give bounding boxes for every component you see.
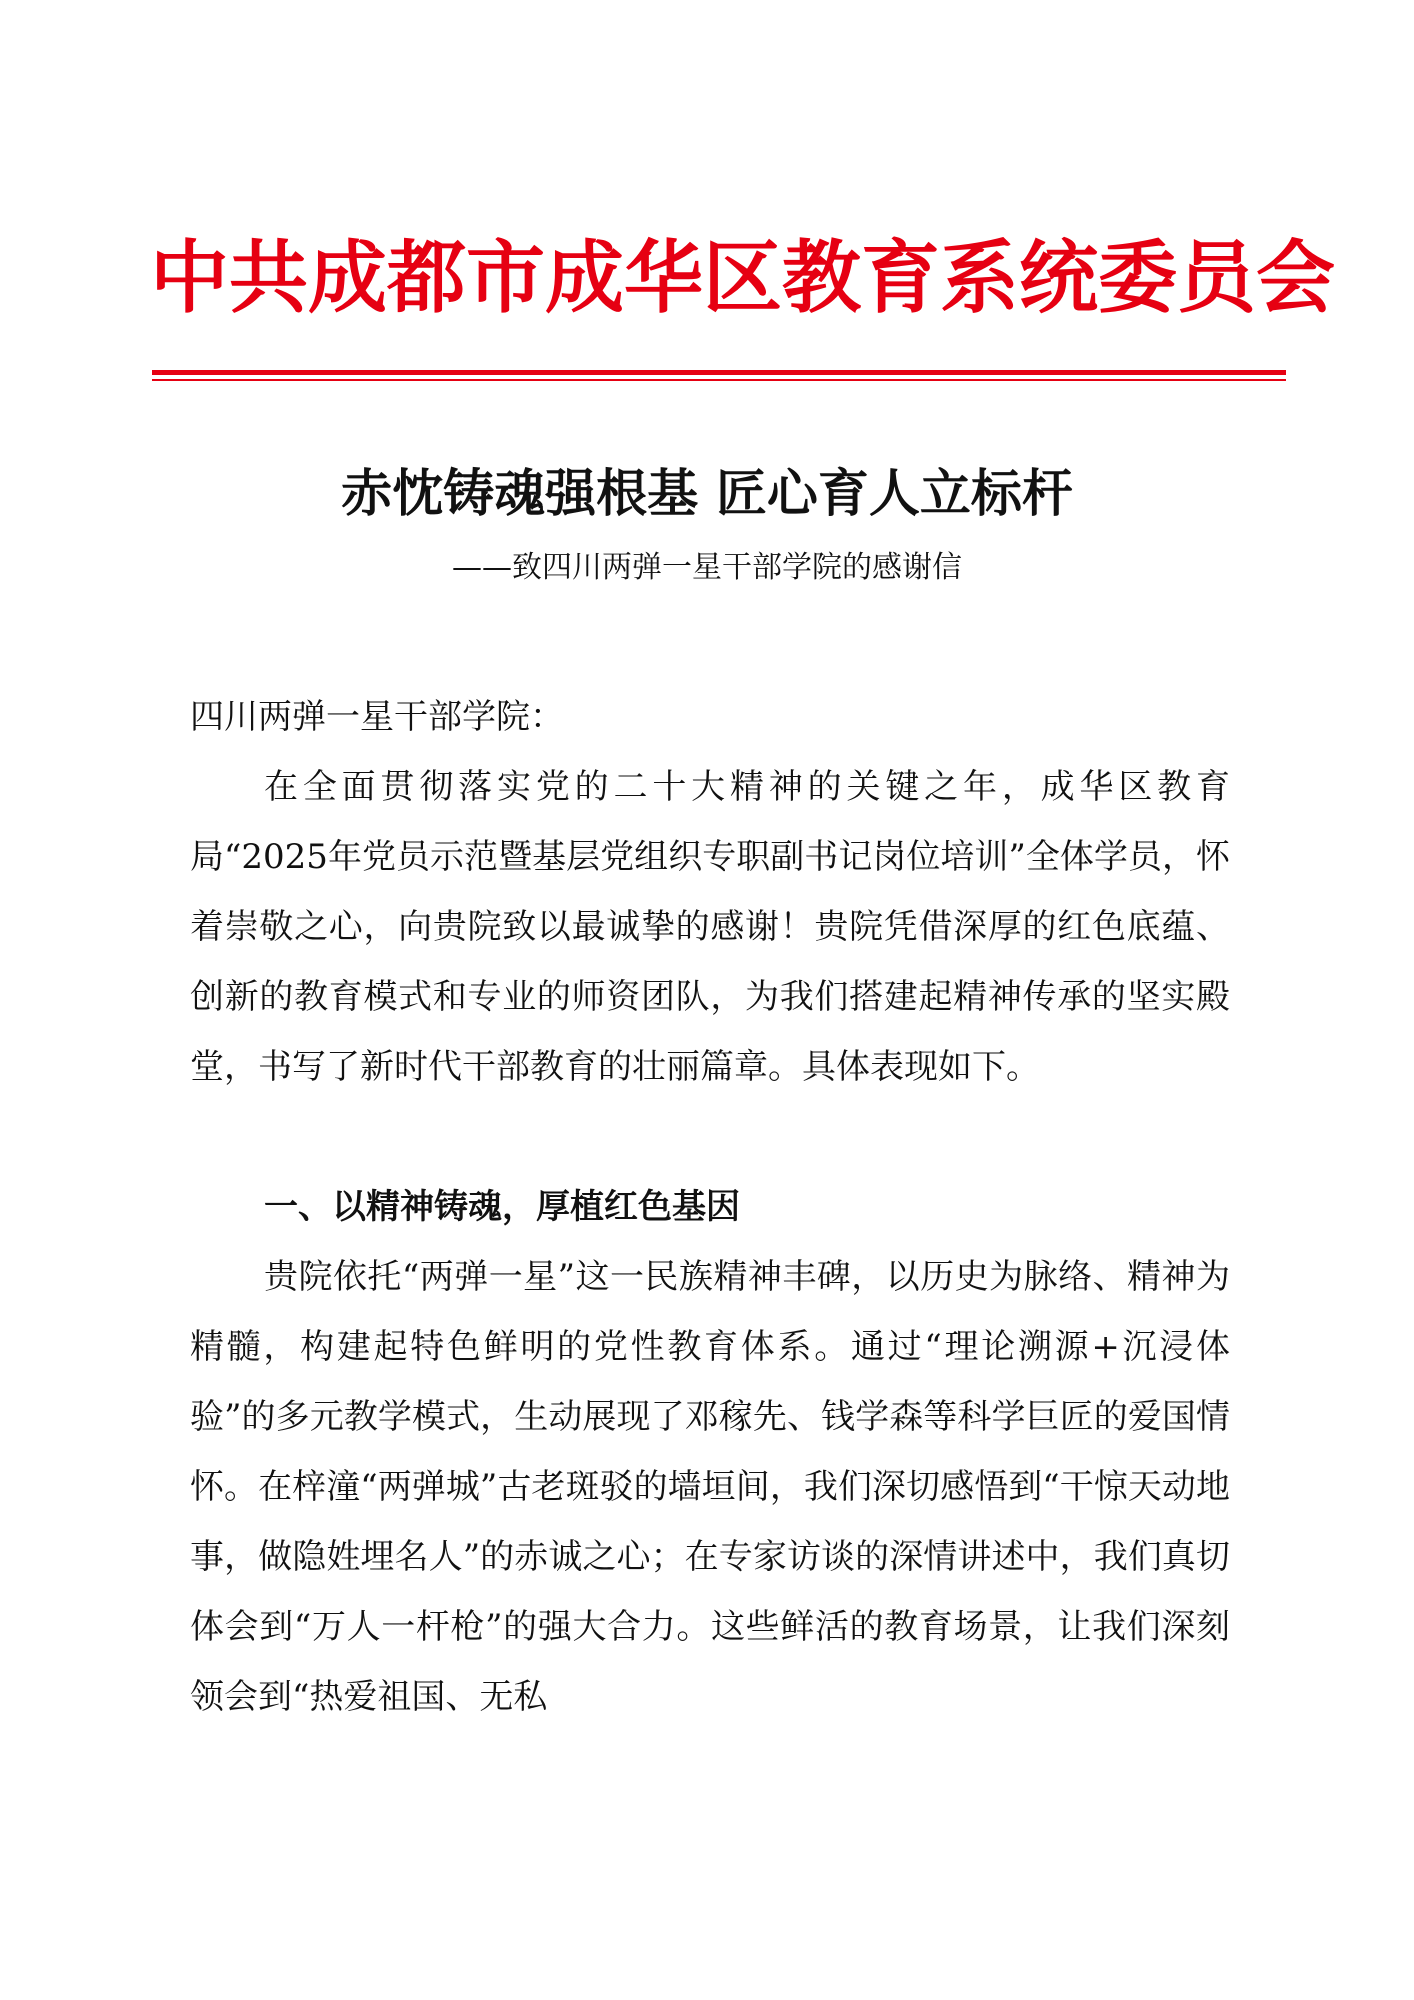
section-heading-1: 一、以精神铸魂，厚植红色基因: [264, 1187, 740, 1227]
body-paragraph-1: 在全面贯彻落实党的二十大精神的关键之年，成华区教育局“2025年党员示范暨基层党组织专职副书记岗位培训”全体学员，怀着崇敬之心，向贵院致以最诚挚的感谢！贵院凭借深厚的红色底蕴、创新的教育模式和专业的师资团队，为我们搭建起精神传承的坚实殿堂，书写了新时代干部教育的壮丽篇章。具体表现如下。: [190, 767, 1230, 1087]
body-paragraph-2: 贵院依托“两弹一星”这一民族精神丰碑，以历史为脉络、精神为精髓，构建起特色鲜明的党性教育体系。通过“理论溯源+沉浸体验”的多元教学模式，生动展现了邓稼先、钱学森等科学巨匠的爱国情怀。在梓潼“两弹城”古老斑驳的墙垣间，我们深切感悟到“干惊天动地事，做隐姓埋名人”的赤诚之心；在专家访谈的深情讲述中，我们真切体会到“万人一杆枪”的强大合力。这些鲜活的教育场景，让我们深刻领会到“热爱祖国、无私: [190, 1257, 1230, 1717]
salutation: 四川两弹一星干部学院：: [190, 697, 564, 737]
letter-title: 赤忱铸魂强根基 匠心育人立标杆: [341, 464, 1073, 524]
letterhead-rule-thick: [152, 370, 1286, 375]
letterhead-title: 中共成都市成华区教育系统委员会: [150, 232, 1335, 324]
letter-subtitle: ——致四川两弹一星干部学院的感谢信: [452, 550, 962, 585]
letterhead-rule-thin: [152, 379, 1286, 381]
